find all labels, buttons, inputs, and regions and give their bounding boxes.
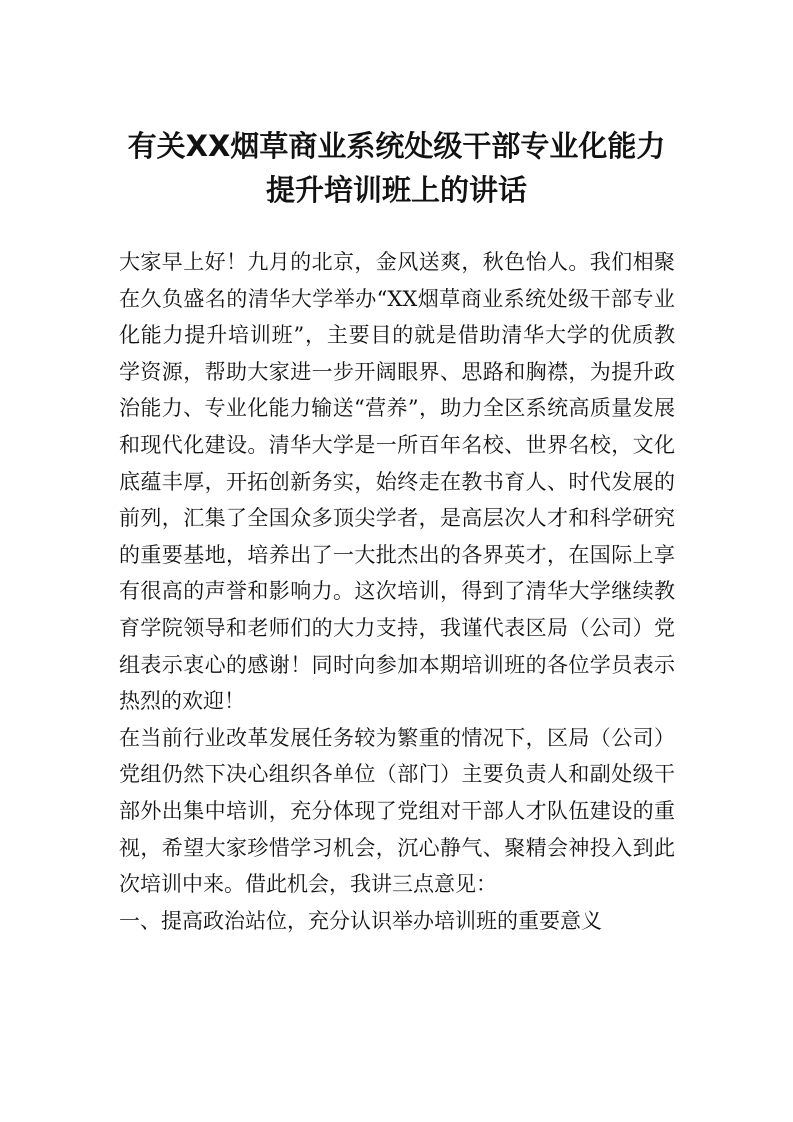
document-body [119, 244, 675, 939]
paragraph-context: 在当前行业改革发展任务较为繁重的情况下，区局（公司）党组仍然下决心组织各单位（部门）主要负责人和副处级干部外出集中培训，充分体现了党组对干部人才队伍建设的重视，希望大家珍惜学习机会，沉心静气、聚精会神投入到此次培训中来。借此机会，我讲三点意见： [119, 725, 675, 897]
document-title-line-2: 提升培训班上的讲话 [265, 173, 527, 207]
section-heading-1: 一、提高政治站位，充分认识举办培训班的重要意义 [119, 908, 602, 933]
document-title-line-1: 有关XX烟草商业系统处级干部专业化能力 [127, 129, 666, 163]
paragraph-opening: 大家早上好！九月的北京，金风送爽，秋色怡人。我们相聚在久负盛名的清华大学举办“XX烟草商业系统处级干部专业化能力提升培训班”，主要目的就是借助清华大学的优质教学资源，帮助大家进一步开阔眼界、思路和胸襟，为提升政治能力、专业化能力输送“营养”，助力全区系统高质量发展和现代化建设。清华大学是一所百年名校、世界名校，文化底蕴丰厚，开拓创新务实，始终走在教书育人、时代发展的前列，汇集了全国众多顶尖学者，是高层次人才和科学研究的重要基地，培养出了一大批杰出的各界英才，在国际上享有很高的声誉和影响力。这次培训，得到了清华大学继续教育学院领导和老师们的大力支持，我谨代表区局（公司）党组表示衷心的感谢！同时向参加本期培训班的各位学员表示热烈的欢迎！ [119, 250, 675, 714]
